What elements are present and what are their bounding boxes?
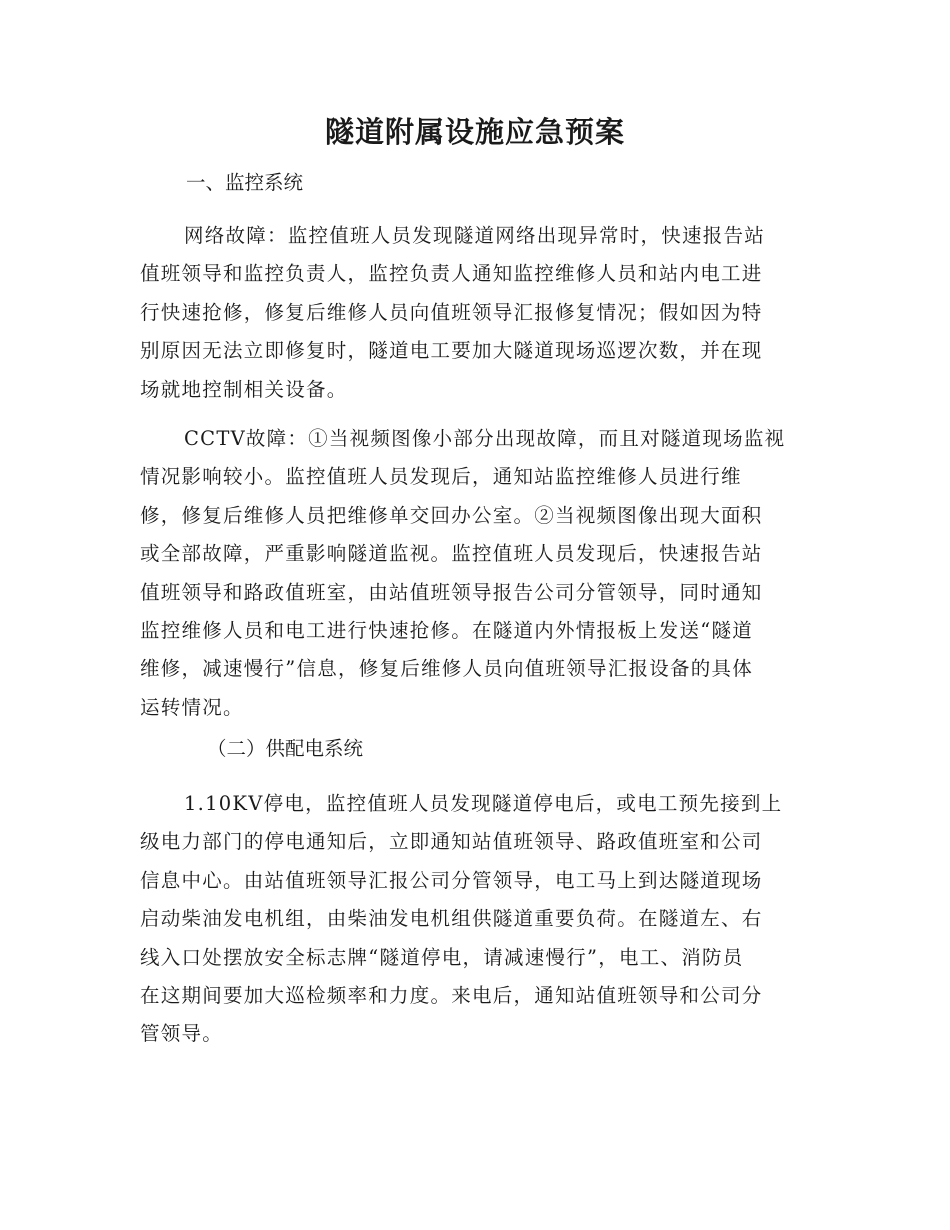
- text-line: 或全部故障，严重影响隧道监视。监控值班人员发现后，快速报告站: [140, 542, 763, 566]
- text-line: 启动柴油发电机组，由柴油发电机组供隧道重要负荷。在隧道左、右: [140, 907, 763, 931]
- text-line: 值班领导和路政值班室，由站值班领导报告公司分管领导，同时通知: [140, 580, 763, 604]
- text-line: 场就地控制相关设备。: [140, 377, 348, 401]
- text-line: 运转情况。: [140, 695, 244, 719]
- text-line: 情况影响较小。监控值班人员发现后，通知站监控维修人员进行维: [140, 465, 742, 489]
- text-line: 管领导。: [140, 1022, 224, 1046]
- paragraph-network-fault: [140, 217, 812, 409]
- text-line: 监控维修人员和电工进行快速抢修。在隧道内外情报板上发送“隧道: [140, 618, 753, 642]
- section-heading-power-supply: （二）供配电系统: [207, 737, 364, 760]
- text-line: 级电力部门的停电通知后，立即通知站值班领导、路政值班室和公司: [140, 830, 763, 854]
- text-line: 在这期间要加大巡检频率和力度。来电后，通知站值班领导和公司分: [140, 983, 763, 1007]
- text-line: CCTV故障：①当视频图像小部分出现故障，而且对隧道现场监视: [184, 427, 786, 450]
- text-line: 值班领导和监控负责人，监控负责人通知监控维修人员和站内电工进: [140, 262, 763, 286]
- text-line: 维修，减速慢行”信息，修复后维修人员向值班领导汇报设备的具体: [140, 657, 753, 681]
- section-heading-monitoring: 一、监控系统: [186, 171, 304, 194]
- text-line: 别原因无法立即修复时，隧道电工要加大隧道现场巡逻次数，并在现: [140, 339, 763, 363]
- text-line: 修，修复后维修人员把维修单交回办公室。②当视频图像出现大面积: [140, 503, 763, 527]
- text-line: 信息中心。由站值班领导汇报公司分管领导，电工马上到达隧道现场: [140, 868, 763, 892]
- text-line: 1.10KV停电，监控值班人员发现隧道停电后，或电工预先接到上: [184, 792, 783, 815]
- text-line: 行快速抢修，修复后维修人员向值班领导汇报修复情况；假如因为特: [140, 300, 763, 324]
- document-title: 隧道附属设施应急预案: [324, 115, 625, 149]
- paragraph-cctv-fault: [140, 420, 812, 727]
- text-line: 网络故障：监控值班人员发现隧道网络出现异常时，快速报告站: [184, 224, 766, 247]
- paragraph-10kv-outage: [140, 785, 812, 1054]
- text-line: 线入口处摆放安全标志牌“隧道停电，请减速慢行”，电工、消防员: [140, 945, 744, 969]
